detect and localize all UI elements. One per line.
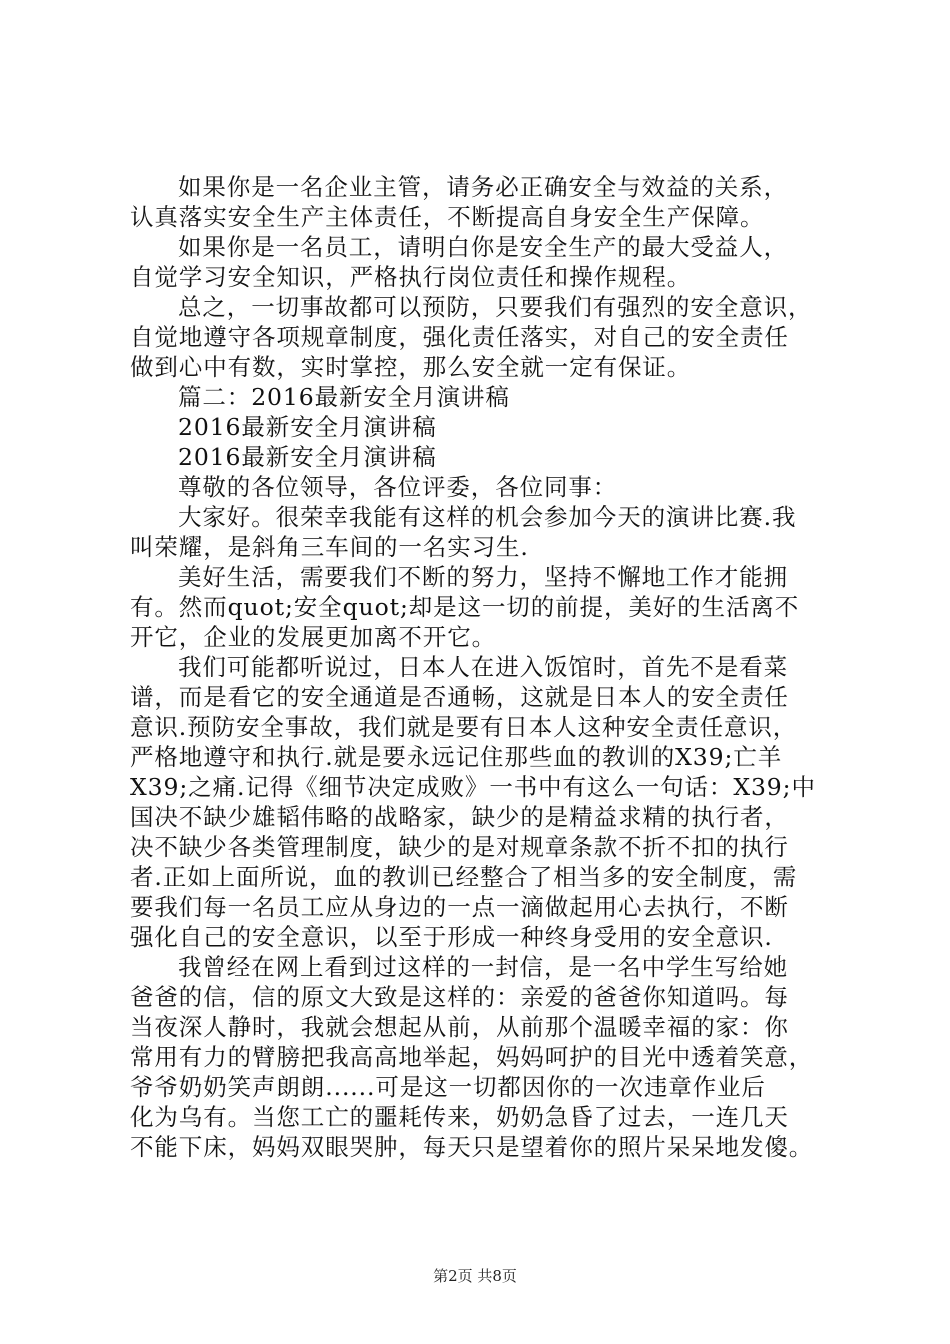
text-line: 自觉学习安全知识，严格执行岗位责任和操作规程。 — [130, 263, 692, 291]
text-line: 如果你是一名员工，请明白你是安全生产的最大受益人， — [178, 233, 788, 261]
text-line: 意识.预防安全事故，我们就是要有日本人这种安全责任意识， — [130, 713, 798, 741]
document-body — [130, 172, 830, 1162]
text-line: 总之，一切事故都可以预防，只要我们有强烈的安全意识， — [178, 293, 813, 321]
text-line: 强化自己的安全意识，以至于形成一种终身受用的安全意识. — [130, 923, 773, 951]
text-line: 2016最新安全月演讲稿 — [178, 443, 437, 471]
text-line: 不能下床，妈妈双眼哭肿，每天只是望着你的照片呆呆地发傻。 — [130, 1133, 814, 1161]
text-line: 爷爷奶奶笑声朗朗......可是这一切都因你的一次违章作业后 — [130, 1073, 766, 1101]
page-number-footer: 第2页 共8页 — [433, 1267, 517, 1285]
text-line: 有。然而quot;安全quot;却是这一切的前提，美好的生活离不 — [130, 593, 800, 621]
text-line: 2016最新安全月演讲稿 — [178, 413, 437, 441]
text-line: 当夜深人静时，我就会想起从前，从前那个温暖幸福的家：你 — [130, 1013, 789, 1041]
text-line: 篇二：2016最新安全月演讲稿 — [178, 383, 510, 411]
text-line: 决不缺少各类管理制度，缺少的是对规章条款不折不扣的执行 — [130, 833, 789, 861]
text-line: 美好生活，需要我们不断的努力，坚持不懈地工作才能拥 — [178, 563, 788, 591]
text-line: 大家好。很荣幸我能有这样的机会参加今天的演讲比赛.我 — [178, 503, 797, 531]
text-line: 做到心中有数，实时掌控，那么安全就一定有保证。 — [130, 353, 692, 381]
text-line: 如果你是一名企业主管，请务必正确安全与效益的关系， — [178, 173, 788, 201]
text-line: 严格地遵守和执行.就是要永远记住那些血的教训的X39;亡羊 — [130, 743, 783, 771]
text-line: 谱，而是看它的安全通道是否通畅，这就是日本人的安全责任 — [130, 683, 789, 711]
text-line: 开它，企业的发展更加离不开它。 — [130, 623, 496, 651]
text-line: 要我们每一名员工应从身边的一点一滴做起用心去执行，不断 — [130, 893, 789, 921]
text-line: 认真落实安全生产主体责任，不断提高自身安全生产保障。 — [130, 203, 765, 231]
text-line: X39;之痛.记得《细节决定成败》一书中有这么一句话：X39;中 — [130, 773, 816, 801]
text-line: 我们可能都听说过，日本人在进入饭馆时，首先不是看菜 — [178, 653, 788, 681]
text-line: 者.正如上面所说，血的教训已经整合了相当多的安全制度，需 — [130, 863, 798, 891]
text-line: 化为乌有。当您工亡的噩耗传来，奶奶急昏了过去，一连几天 — [130, 1103, 789, 1131]
text-line: 国决不缺少雄韬伟略的战略家，缺少的是精益求精的执行者， — [130, 803, 789, 831]
text-line: 叫荣耀，是斜角三车间的一名实习生. — [130, 533, 529, 561]
text-line: 自觉地遵守各项规章制度，强化责任落实，对自己的安全责任 — [130, 323, 789, 351]
text-line: 尊敬的各位领导，各位评委，各位同事： — [178, 473, 618, 501]
text-line: 我曾经在网上看到过这样的一封信，是一名中学生写给她 — [178, 953, 788, 981]
text-line: 爸爸的信，信的原文大致是这样的：亲爱的爸爸你知道吗。每 — [130, 983, 789, 1011]
text-line: 常用有力的臂膀把我高高地举起，妈妈呵护的目光中透着笑意， — [130, 1043, 814, 1071]
